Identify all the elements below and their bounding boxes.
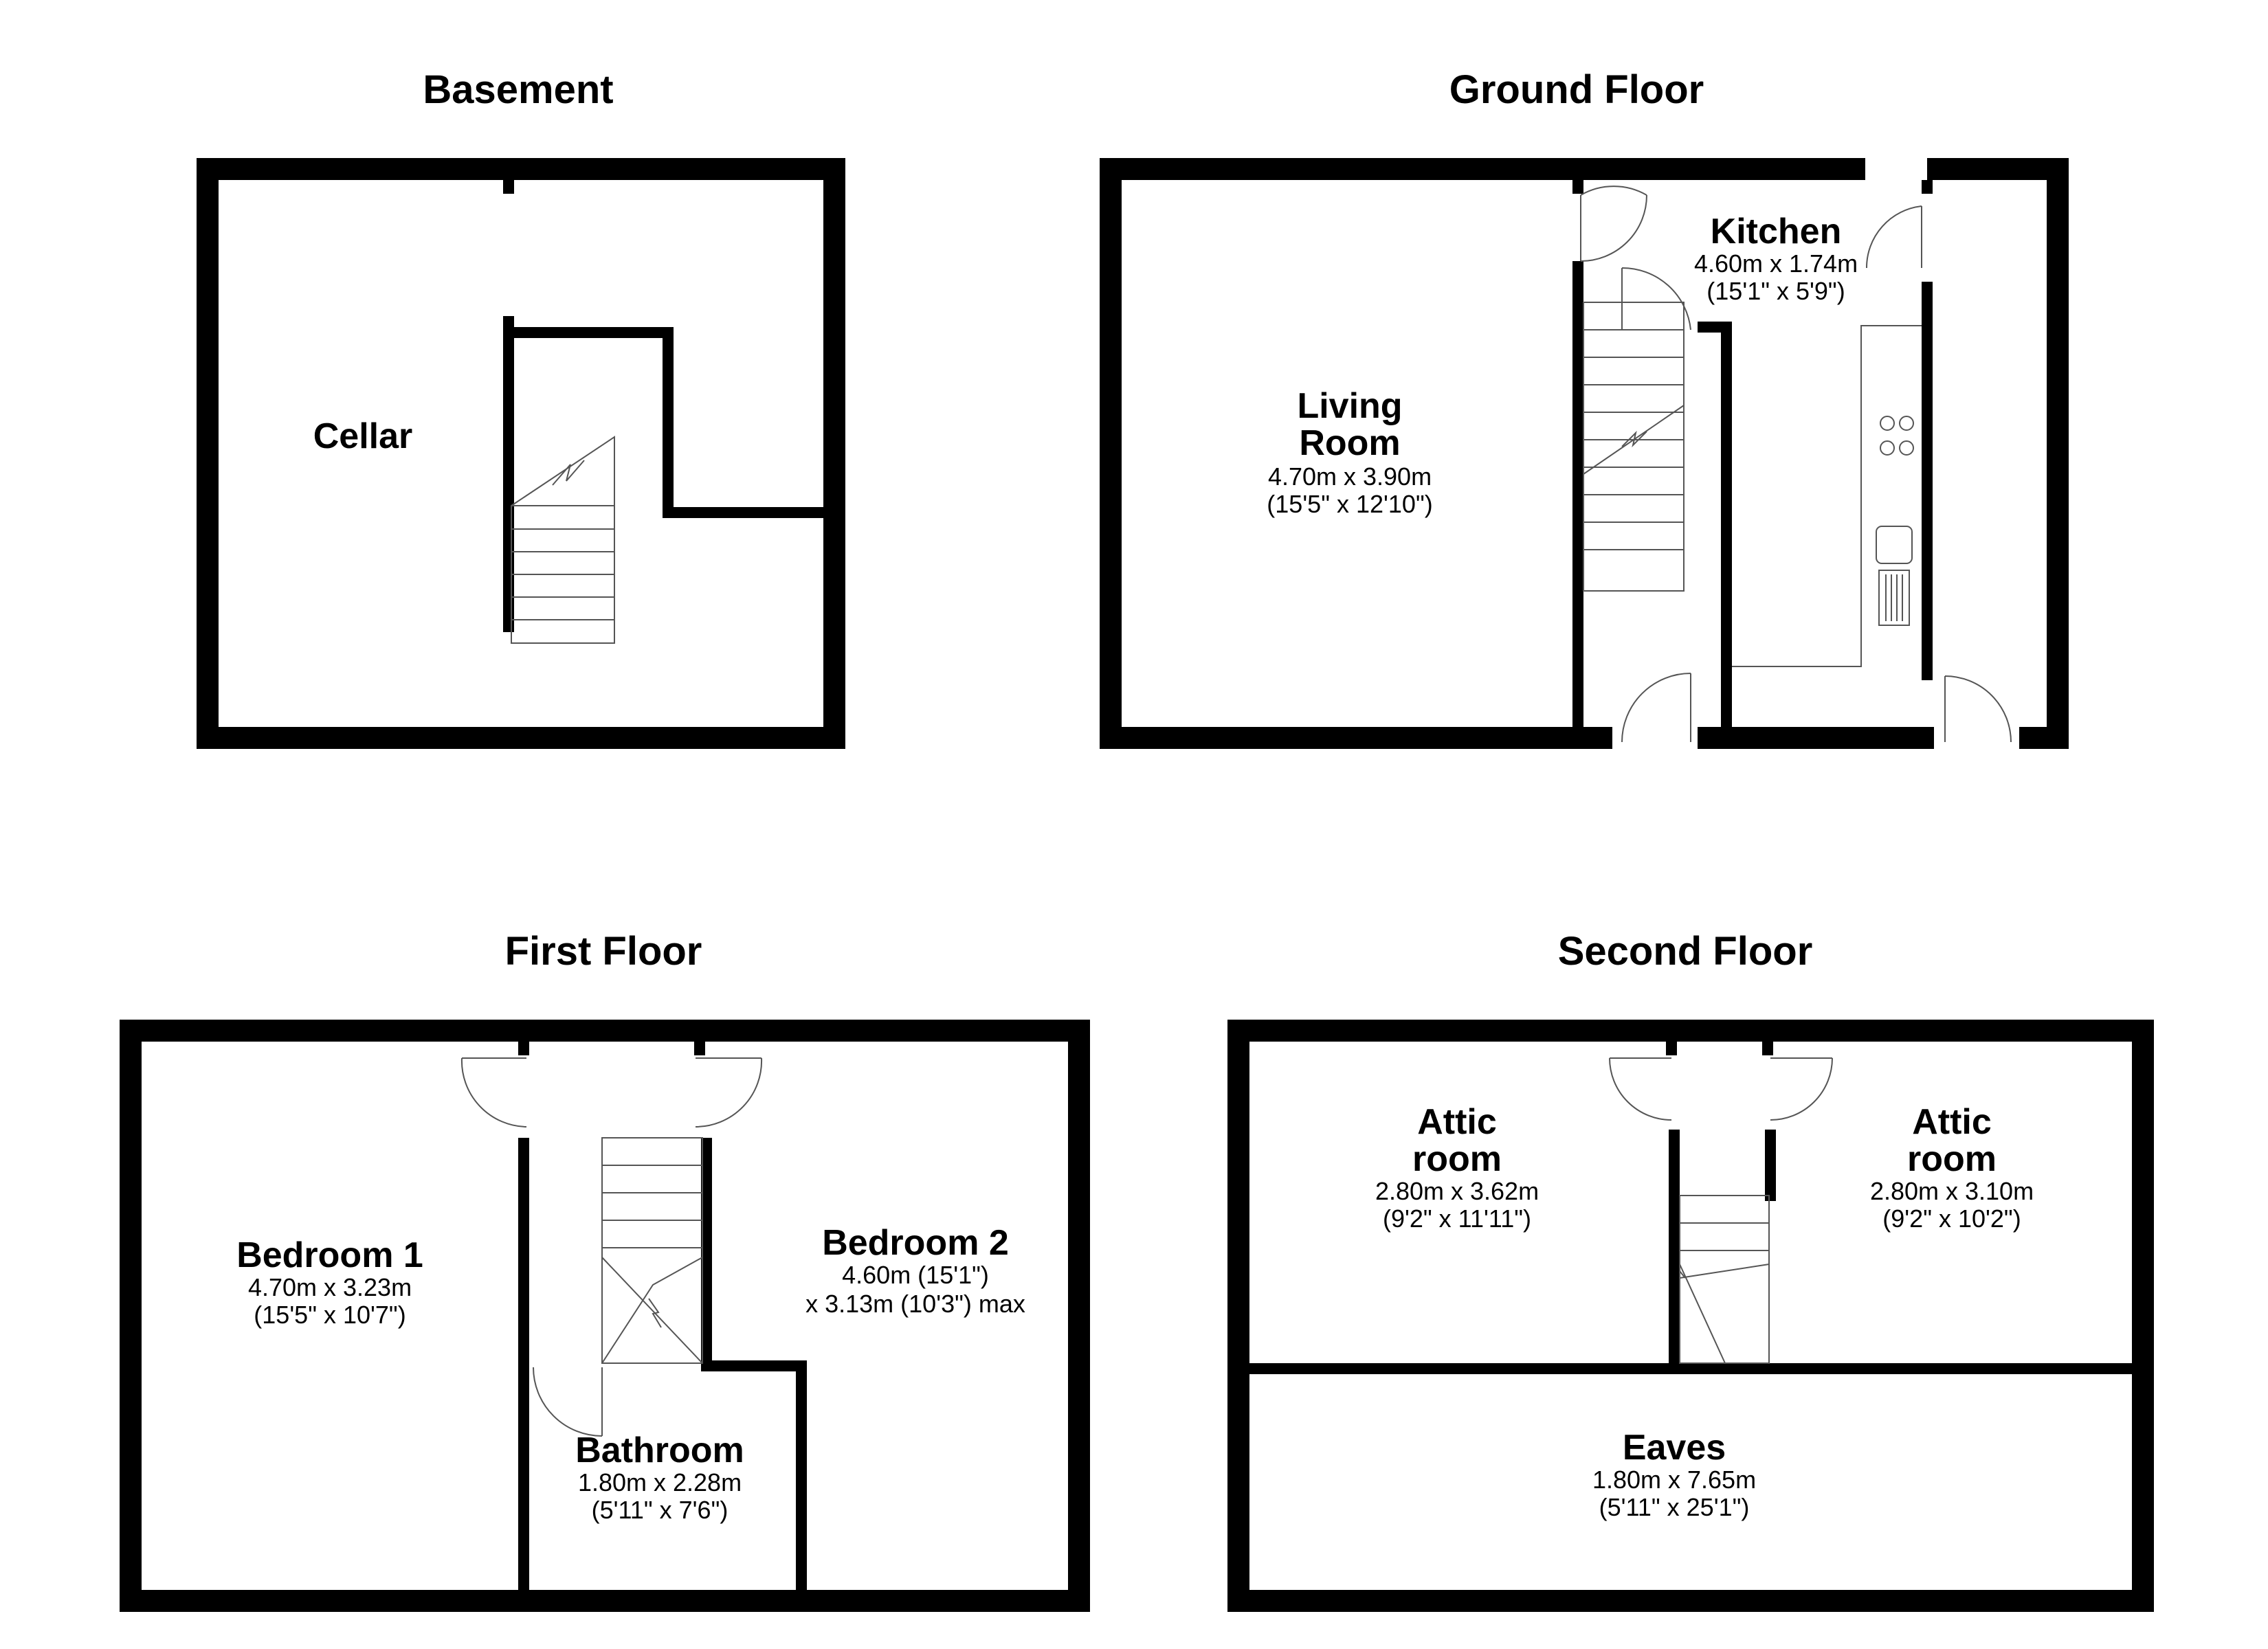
attic-right-wall — [1765, 1130, 1776, 1201]
bathroom-name: Bathroom — [575, 1431, 744, 1470]
basement-staircase — [511, 437, 614, 643]
basement-title: Basement — [423, 67, 614, 112]
living-room-dim-metric: 4.70m x 3.90m — [1267, 462, 1432, 491]
bedroom1-dim-imperial: (15'5" x 10'7") — [254, 1301, 406, 1329]
basement-stair-wall-right — [663, 327, 674, 518]
eaves-name: Eaves — [1622, 1428, 1726, 1468]
kitchen-dim-imperial: (15'1" x 5'9") — [1706, 277, 1845, 305]
bathroom-right-wall — [796, 1360, 807, 1590]
attic-left-door — [1610, 1058, 1671, 1120]
first-wall-stub-left — [518, 1042, 529, 1055]
kitchen-top-door — [1867, 206, 1922, 268]
attic-left-name-line1: Attic — [1417, 1102, 1497, 1142]
basement-stair-wall-bottom — [663, 507, 823, 518]
attic-right-dim-imperial: (9'2" x 10'2") — [1882, 1204, 2021, 1233]
bedroom1-dim-metric: 4.70m x 3.23m — [247, 1273, 412, 1301]
basement-wall-stub — [503, 180, 514, 194]
bathroom-dim-imperial: (5'11" x 7'6") — [591, 1496, 729, 1524]
bathroom-top-wall — [701, 1360, 807, 1371]
kitchen-right-wall-lower — [1922, 282, 1933, 680]
bedroom2-door — [696, 1058, 761, 1127]
attic-right-door — [1770, 1058, 1832, 1120]
ground-front-door-gap — [1612, 724, 1698, 752]
attic-left-dim-metric: 2.80m x 3.62m — [1375, 1177, 1539, 1205]
basement-stair-wall-top — [503, 327, 674, 338]
hall-kitchen-wall-top — [1698, 322, 1732, 333]
bathroom-dim-metric: 1.80m x 2.28m — [577, 1468, 742, 1496]
second-floor-plan — [1227, 929, 2154, 1612]
second-wall-stub-right — [1762, 1042, 1773, 1055]
living-room-door — [1581, 186, 1647, 261]
stair-door — [1622, 268, 1691, 330]
living-room-name-line1: Living — [1297, 386, 1403, 426]
ground-back-door-gap — [1934, 724, 2019, 752]
kitchen-name: Kitchen — [1710, 212, 1842, 251]
living-wall-stub — [1572, 180, 1583, 194]
bathroom-door — [533, 1367, 602, 1436]
ground-floor-title: Ground Floor — [1449, 67, 1704, 112]
first-staircase — [602, 1138, 702, 1363]
kitchen-right-wall — [1922, 180, 1933, 194]
attic-left-wall — [1669, 1130, 1680, 1363]
attic-left-name-line2: room — [1412, 1139, 1502, 1179]
eaves-dim-imperial: (5'11" x 25'1") — [1599, 1493, 1750, 1521]
basement-outer-wall — [197, 158, 845, 749]
attic-right-name-line2: room — [1907, 1139, 1997, 1179]
attic-right-dim-metric: 2.80m x 3.10m — [1869, 1177, 2034, 1205]
eaves-dim-metric: 1.80m x 7.65m — [1592, 1466, 1757, 1494]
living-room-name-line2: Room — [1299, 423, 1401, 463]
basement-stair-wall-left — [503, 316, 514, 632]
hall-kitchen-wall — [1721, 322, 1732, 727]
bedroom2-dim-line2: x 3.13m (10'3") max — [805, 1290, 1025, 1318]
cellar-name: Cellar — [313, 416, 413, 456]
eaves-wall — [1249, 1363, 2132, 1374]
bedroom1-wall — [518, 1138, 529, 1590]
basement-plan — [197, 67, 845, 749]
bedroom2-name: Bedroom 2 — [822, 1223, 1009, 1263]
hob-icon — [1880, 416, 1913, 455]
kitchen-worktop — [1732, 326, 1922, 666]
kitchen-top-door-gap — [1865, 155, 1927, 183]
second-wall-stub-left — [1666, 1042, 1677, 1055]
first-floor-title: First Floor — [504, 929, 702, 974]
first-floor-plan — [120, 929, 1090, 1612]
attic-left-dim-imperial: (9'2" x 11'11") — [1382, 1204, 1532, 1233]
second-outer-wall — [1227, 1020, 2154, 1612]
sink-icon — [1876, 526, 1912, 625]
first-wall-stub-right — [694, 1042, 705, 1055]
second-floor-title: Second Floor — [1557, 929, 1813, 974]
attic-right-name-line1: Attic — [1912, 1102, 1992, 1142]
ground-staircase — [1583, 302, 1684, 591]
bedroom2-dim-line1: 4.60m (15'1") — [842, 1261, 989, 1289]
ground-floor-plan — [1100, 67, 2069, 752]
kitchen-dim-metric: 4.60m x 1.74m — [1693, 249, 1858, 278]
bedroom1-door — [462, 1058, 526, 1127]
living-hall-wall — [1572, 261, 1583, 727]
living-room-dim-imperial: (15'5" x 12'10") — [1267, 490, 1433, 518]
second-staircase — [1680, 1196, 1769, 1363]
bedroom1-name: Bedroom 1 — [236, 1235, 423, 1275]
